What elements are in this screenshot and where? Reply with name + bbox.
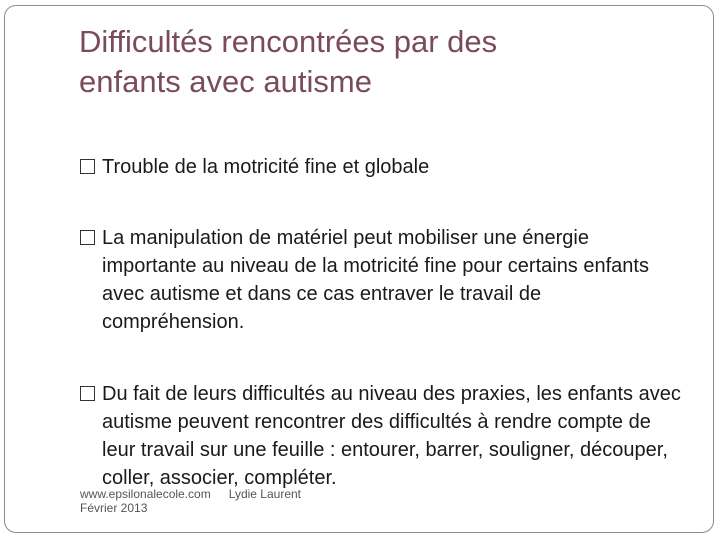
bullet-item xyxy=(80,224,685,336)
checkbox-bullet-icon xyxy=(80,230,95,245)
slide-title xyxy=(79,22,679,102)
bullet-item xyxy=(80,153,685,181)
slide-footer xyxy=(80,487,301,515)
checkbox-bullet-icon xyxy=(80,159,95,174)
title-line-2: enfants avec autisme xyxy=(79,64,372,99)
bullet-text: Trouble de la motricité fine et globale xyxy=(102,156,430,178)
checkbox-bullet-icon xyxy=(80,386,95,401)
bullet-text: Du fait de leurs difficultés au niveau des praxies, les enfants avec autisme peuvent rencontrer des difficultés à rendre compte de leur travail sur une feuille : entourer, barrer, souligner, découper, coller, associer, compléter. xyxy=(102,383,681,489)
footer-website: www.epsilonalecole.com xyxy=(80,487,211,501)
bullet-item xyxy=(80,380,685,492)
bullet-text: La manipulation de matériel peut mobiliser une énergie importante au niveau de la motricité fine pour certains enfants avec autisme et dans ce cas entraver le travail de compréhension. xyxy=(102,227,649,333)
footer-date: Février 2013 xyxy=(80,501,148,515)
footer-author: Lydie Laurent xyxy=(228,487,302,501)
title-line-1: Difficultés rencontrées par des xyxy=(79,24,498,59)
